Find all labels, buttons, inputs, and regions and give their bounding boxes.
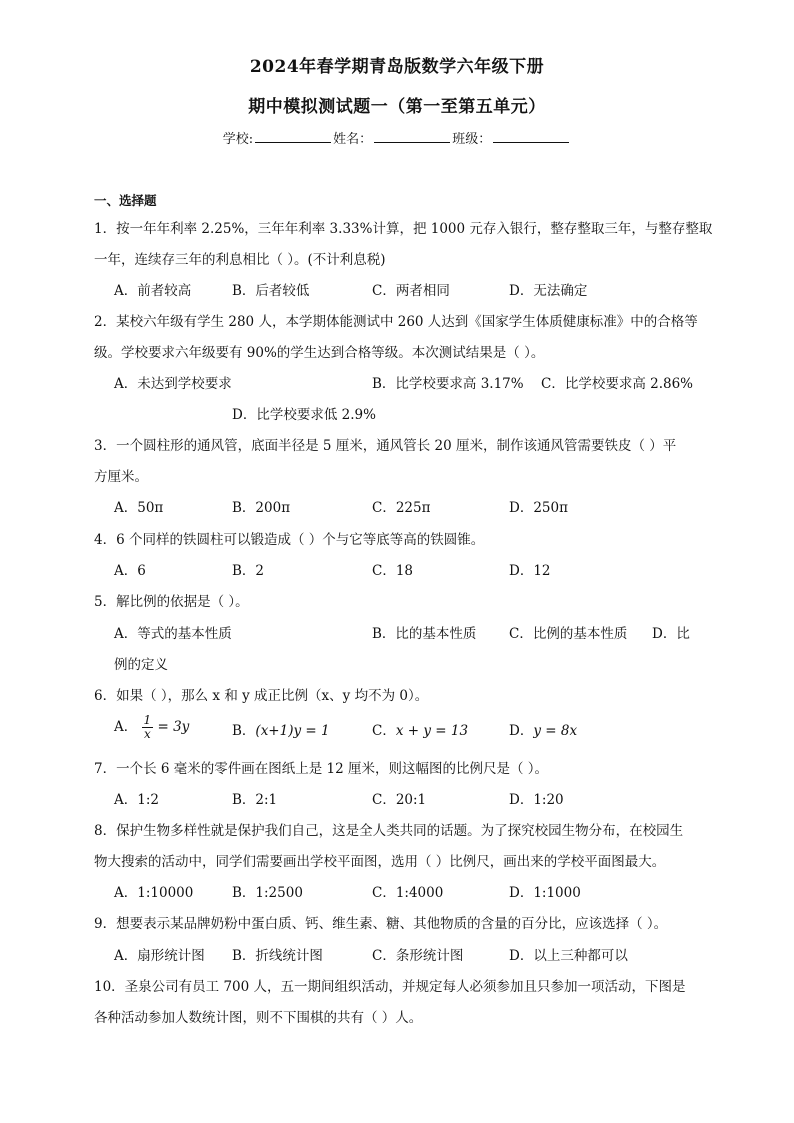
- question-1-line-2: 一年，连续存三年的利息相比（ ）。(不计利息税): [94, 252, 386, 268]
- question-2-line-1: 2．某校六年级有学生 280 人，本学期体能测试中 260 人达到《国家学生体质健康标准》中的合格等: [94, 314, 698, 330]
- equation: x + y = 13: [395, 723, 469, 739]
- fraction-numerator: 1: [143, 713, 152, 727]
- question-4-line-1: 4．6 个同样的铁圆柱可以锻造成（ ）个与它等底等高的铁圆锥。: [94, 532, 485, 548]
- question-6-option-c: [372, 719, 468, 739]
- question-9-option-c: C．条形统计图: [372, 948, 464, 964]
- equation-rest: = 3y: [157, 719, 190, 735]
- school-label: 学校:: [222, 132, 254, 147]
- question-9-option-a: A．扇形统计图: [114, 948, 205, 964]
- question-1-option-c: C．两者相同: [372, 283, 450, 299]
- question-8-option-b: B．1:2500: [232, 885, 303, 901]
- question-8-line-2: 物大搜索的活动中，同学们需要画出学校平面图，选用（ ）比例尺，画出来的学校平面图最大。: [94, 854, 666, 870]
- option-letter: B．: [232, 723, 256, 739]
- question-1-line-1: 1．按一年年利率 2.25%，三年年利率 3.33%计算，把 1000 元存入银行，整存整取三年，与整存整取: [94, 221, 713, 237]
- question-5-line-1: 5．解比例的依据是（ ）。: [94, 594, 249, 610]
- fraction: [142, 714, 154, 741]
- equation: (x+1)y = 1: [255, 723, 330, 739]
- question-8-line-1: 8．保护生物多样性就是保护我们自己，这是全人类共同的话题。为了探究校园生物分布，在校园生: [94, 823, 684, 839]
- question-1-option-b: B．后者较低: [232, 283, 310, 299]
- question-5-option-a: A．等式的基本性质: [114, 626, 232, 642]
- question-8-option-a: A．1:10000: [114, 885, 194, 901]
- question-1-option-a: A．前者较高: [114, 283, 192, 299]
- question-2-option-b: B．比学校要求高 3.17%: [372, 376, 524, 392]
- question-4-option-d: D．12: [509, 563, 551, 579]
- document-title: 2024年春学期青岛版数学六年级下册: [249, 57, 545, 77]
- question-2-option-c: C．比学校要求高 2.86%: [541, 376, 694, 392]
- question-4-option-b: B．2: [232, 563, 265, 579]
- question-2-option-d: D．比学校要求低 2.9%: [232, 407, 376, 423]
- option-letter: A．: [114, 719, 138, 735]
- question-3-option-b: B．200π: [232, 500, 291, 516]
- question-10-line-2: 各种活动参加人数统计图，则不下围棋的共有（ ）人。: [94, 1010, 423, 1026]
- equation: y = 8x: [533, 723, 578, 739]
- option-letter: D．: [509, 723, 534, 739]
- question-6-option-a: [114, 714, 189, 741]
- question-4-option-a: A．6: [114, 563, 146, 579]
- question-7-line-1: 7．一个长 6 毫米的零件画在图纸上是 12 厘米，则这幅图的比例尺是（ ）。: [94, 761, 549, 777]
- class-label: 班级：: [452, 132, 492, 147]
- question-3-option-d: D．250π: [509, 500, 568, 516]
- question-9-option-d: D．以上三种都可以: [509, 948, 628, 964]
- option-letter: C．: [372, 723, 396, 739]
- question-4-option-c: C．18: [372, 563, 414, 579]
- student-info-line: [0, 128, 794, 147]
- section-title: 一、选择题: [94, 193, 157, 208]
- question-8-option-c: C．1:4000: [372, 885, 444, 901]
- question-1-option-d: D．无法确定: [509, 283, 588, 299]
- question-5-option-d: D．比: [652, 626, 690, 642]
- question-10-line-1: 10．圣泉公司有员工 700 人，五一期间组织活动，并规定每人必须参加且只参加一项活动，下图是: [94, 979, 686, 995]
- question-8-option-d: D．1:1000: [509, 885, 581, 901]
- question-6-option-b: [232, 719, 330, 739]
- name-blank: [374, 129, 450, 143]
- class-blank: [493, 129, 569, 143]
- question-2-option-a: A．未达到学校要求: [114, 376, 232, 392]
- question-6-line-1: 6．如果（ ），那么 x 和 y 成正比例（x、y 均不为 0）。: [94, 688, 429, 704]
- fraction-denominator: x: [143, 727, 151, 741]
- question-7-option-b: B．2:1: [232, 792, 278, 808]
- question-2-line-2: 级。学校要求六年级要有 90%的学生达到合格等级。本次测试结果是（ ）。: [94, 345, 545, 361]
- question-5-option-b: B．比的基本性质: [372, 626, 477, 642]
- question-5-option-c: C．比例的基本性质: [509, 626, 628, 642]
- question-3-line-1: 3．一个圆柱形的通风管，底面半径是 5 厘米，通风管长 20 厘米，制作该通风管需要铁皮（ ）平: [94, 438, 677, 454]
- question-3-option-a: A．50π: [114, 500, 164, 516]
- question-9-option-b: B．折线统计图: [232, 948, 323, 964]
- question-7-option-a: A．1:2: [114, 792, 159, 808]
- question-5-option-d-continued: 例的定义: [114, 657, 168, 673]
- school-blank: [255, 129, 331, 143]
- document-subtitle: 期中模拟测试题一（第一至第五单元）: [248, 97, 546, 117]
- name-label: 姓名：: [333, 132, 373, 147]
- question-6-option-d: [509, 719, 577, 739]
- question-7-option-c: C．20:1: [372, 792, 427, 808]
- question-3-option-c: C．225π: [372, 500, 431, 516]
- question-7-option-d: D．1:20: [509, 792, 564, 808]
- question-9-line-1: 9．想要表示某品牌奶粉中蛋白质、钙、维生素、糖、其他物质的含量的百分比，应该选择（ ）。: [94, 916, 668, 932]
- question-3-line-2: 方厘米。: [94, 469, 148, 485]
